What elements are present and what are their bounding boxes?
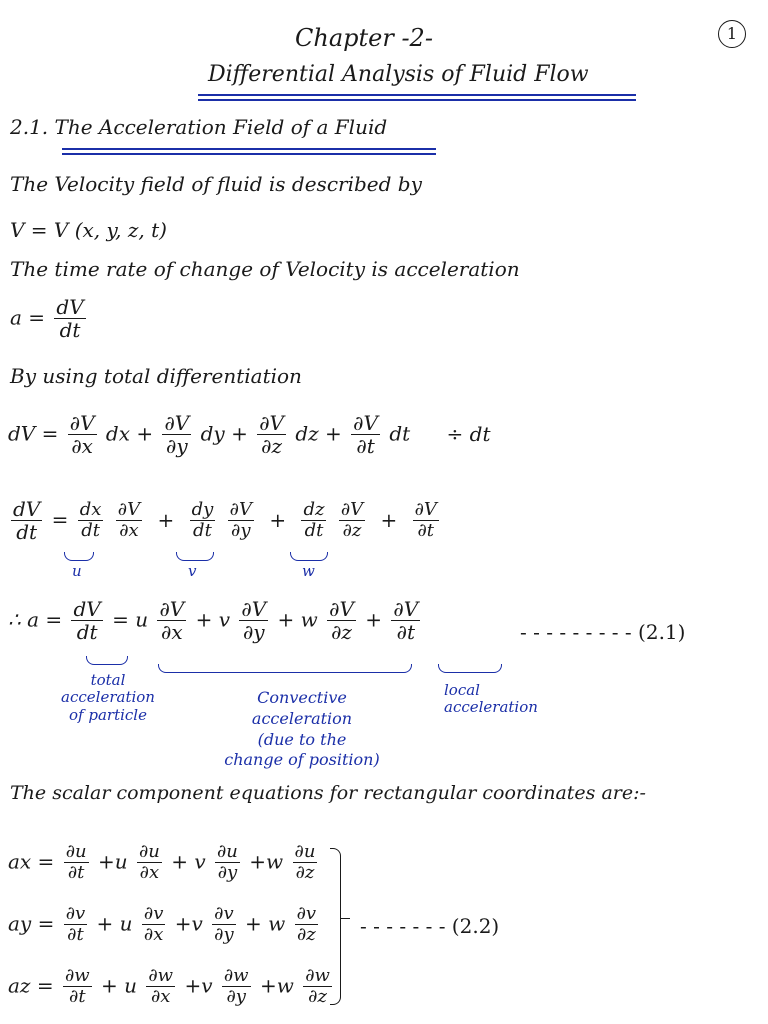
- eq-plus: +: [157, 507, 175, 532]
- frac-denominator: ∂y: [226, 985, 246, 1007]
- eq-term: + u: [101, 973, 138, 998]
- text-line: The time rate of change of Velocity is acceleration: [10, 257, 520, 281]
- frac-denominator: ∂z: [308, 985, 327, 1007]
- section-heading: 2.1. The Acceleration Field of a Fluid: [10, 115, 388, 139]
- frac-denominator: ∂x: [119, 520, 139, 542]
- frac-denominator: ∂x: [161, 620, 183, 644]
- eq-term: + w: [245, 911, 286, 936]
- frac-numerator: ∂V: [241, 597, 267, 621]
- frac-numerator: ∂v: [65, 903, 86, 924]
- text-line: The Velocity field of fluid is described by: [10, 172, 422, 196]
- eq-lhs: ∴ a =: [8, 607, 63, 632]
- frac-denominator: dt: [193, 520, 212, 542]
- frac-numerator: ∂u: [294, 841, 316, 862]
- frac-numerator: dV: [73, 597, 101, 621]
- label-v: v: [188, 562, 197, 580]
- page-title: Differential Analysis of Fluid Flow: [208, 62, 589, 87]
- frac-numerator: ∂V: [329, 597, 354, 621]
- divide-note: ÷ dt: [446, 421, 491, 446]
- frac-denominator: ∂z: [296, 923, 316, 945]
- acceleration-definition: [10, 296, 89, 342]
- eq-term: + v: [195, 607, 231, 632]
- eq-lhs: az =: [8, 973, 54, 998]
- frac-numerator: ∂u: [138, 841, 160, 862]
- chapter-title: Chapter -2-: [295, 24, 433, 52]
- frac-denominator: ∂t: [69, 985, 86, 1007]
- eq-term: +w: [249, 849, 284, 874]
- frac-numerator: ∂u: [65, 841, 87, 862]
- equation-2-1: [8, 598, 423, 644]
- frac-numerator: ∂v: [143, 903, 164, 924]
- frac-denominator: dt: [59, 318, 81, 342]
- text-line: The scalar component equations for rectangular coordinates are:-: [10, 782, 646, 804]
- brace-u: [64, 552, 94, 561]
- label-u: u: [72, 562, 82, 580]
- frac-denominator: ∂x: [151, 985, 171, 1007]
- frac-numerator: dz: [303, 499, 325, 521]
- frac-numerator: ∂v: [214, 903, 234, 924]
- label-w: w: [302, 562, 315, 580]
- frac-denominator: ∂z: [261, 434, 283, 458]
- eq-term: +w: [259, 973, 294, 998]
- frac-numerator: ∂v: [296, 903, 317, 924]
- frac-denominator: ∂t: [417, 520, 435, 542]
- frac-numerator: ∂w: [64, 965, 90, 986]
- frac-denominator: ∂z: [331, 620, 352, 644]
- eq-plus: +: [380, 507, 398, 532]
- frac-numerator: dx: [79, 499, 102, 521]
- eq-plus: +: [269, 507, 287, 532]
- page-number: 1: [718, 20, 746, 48]
- frac-denominator: ∂y: [231, 520, 251, 542]
- frac-numerator: ∂V: [69, 411, 95, 435]
- frac-numerator: ∂V: [164, 411, 190, 435]
- label-total-acceleration: total acceleration of particle: [61, 671, 155, 724]
- frac-numerator: ∂w: [305, 965, 330, 986]
- brace-total: [86, 656, 128, 665]
- frac-numerator: dy: [191, 499, 214, 521]
- component-eq-x: [8, 842, 320, 883]
- frac-numerator: ∂w: [223, 965, 249, 986]
- component-eq-z: [8, 966, 335, 1007]
- brace-v: [176, 552, 214, 561]
- frac-denominator: ∂y: [214, 923, 234, 945]
- component-eq-y: [8, 904, 321, 945]
- frac-denominator: ∂x: [139, 861, 160, 883]
- component-bracket-bottom: [330, 926, 341, 1005]
- frac-numerator: ∂V: [414, 499, 437, 521]
- frac-numerator: ∂V: [159, 597, 185, 621]
- eq-term: +v: [174, 911, 203, 936]
- component-bracket-tip: [340, 918, 350, 919]
- eq-term: +: [365, 607, 383, 632]
- frac-denominator: ∂t: [396, 620, 416, 644]
- eq-term: + w: [277, 607, 318, 632]
- frac-denominator: dt: [81, 520, 100, 542]
- frac-denominator: ∂y: [217, 861, 238, 883]
- frac-numerator: ∂V: [117, 499, 141, 521]
- eq-term: +v: [184, 973, 213, 998]
- frac-denominator: ∂y: [166, 434, 188, 458]
- label-local-acceleration: local acceleration: [444, 681, 538, 717]
- frac-denominator: dt: [304, 520, 324, 542]
- equation-number-2-2: - - - - - - - (2.2): [360, 914, 500, 938]
- frac-numerator: ∂V: [353, 411, 378, 435]
- frac-numerator: ∂u: [217, 841, 238, 862]
- frac-denominator: ∂t: [356, 434, 375, 458]
- eq-lhs: ax =: [8, 849, 55, 874]
- frac-numerator: ∂w: [148, 965, 174, 986]
- accel-lhs: a =: [10, 305, 46, 330]
- title-underline: [198, 94, 636, 101]
- component-bracket-top: [330, 848, 341, 927]
- frac-numerator: ∂V: [393, 597, 419, 621]
- eq-term: dz +: [295, 421, 342, 446]
- brace-local: [438, 664, 502, 673]
- eq-lhs: ay =: [8, 911, 55, 936]
- eq-term: +u: [97, 849, 128, 874]
- frac-denominator: ∂t: [67, 923, 84, 945]
- frac-numerator: ∂V: [229, 499, 252, 521]
- eq-term: = u: [112, 607, 149, 632]
- brace-w: [290, 552, 328, 561]
- section-underline: [62, 148, 436, 155]
- eq-term: dy +: [200, 421, 248, 446]
- eq-sign: =: [51, 507, 69, 532]
- equation-number-2-1: - - - - - - - - - (2.1): [520, 620, 686, 644]
- brace-convective: [158, 664, 412, 673]
- text-line: By using total differentiation: [10, 364, 302, 388]
- frac-numerator: dV: [13, 497, 41, 521]
- frac-denominator: dt: [76, 620, 98, 644]
- frac-numerator: dV: [56, 295, 84, 319]
- divided-equation: [8, 498, 442, 544]
- frac-denominator: dt: [16, 520, 38, 544]
- frac-denominator: ∂y: [242, 620, 265, 644]
- frac-denominator: ∂x: [143, 923, 164, 945]
- eq-term: dt: [389, 421, 411, 446]
- label-convective-acceleration: Convective acceleration (due to the change of position): [224, 688, 380, 770]
- eq-lhs: dV =: [8, 421, 59, 446]
- eq-term: dx +: [105, 421, 154, 446]
- total-differential-equation: [8, 412, 491, 458]
- frac-denominator: ∂t: [67, 861, 85, 883]
- velocity-field-equation: V = V (x, y, z, t): [10, 218, 167, 242]
- frac-denominator: ∂z: [295, 861, 315, 883]
- eq-term: + v: [171, 849, 206, 874]
- frac-denominator: ∂x: [71, 434, 93, 458]
- frac-numerator: ∂V: [340, 499, 364, 521]
- frac-denominator: ∂z: [342, 520, 362, 542]
- eq-term: + u: [96, 911, 133, 936]
- frac-numerator: ∂V: [259, 411, 284, 435]
